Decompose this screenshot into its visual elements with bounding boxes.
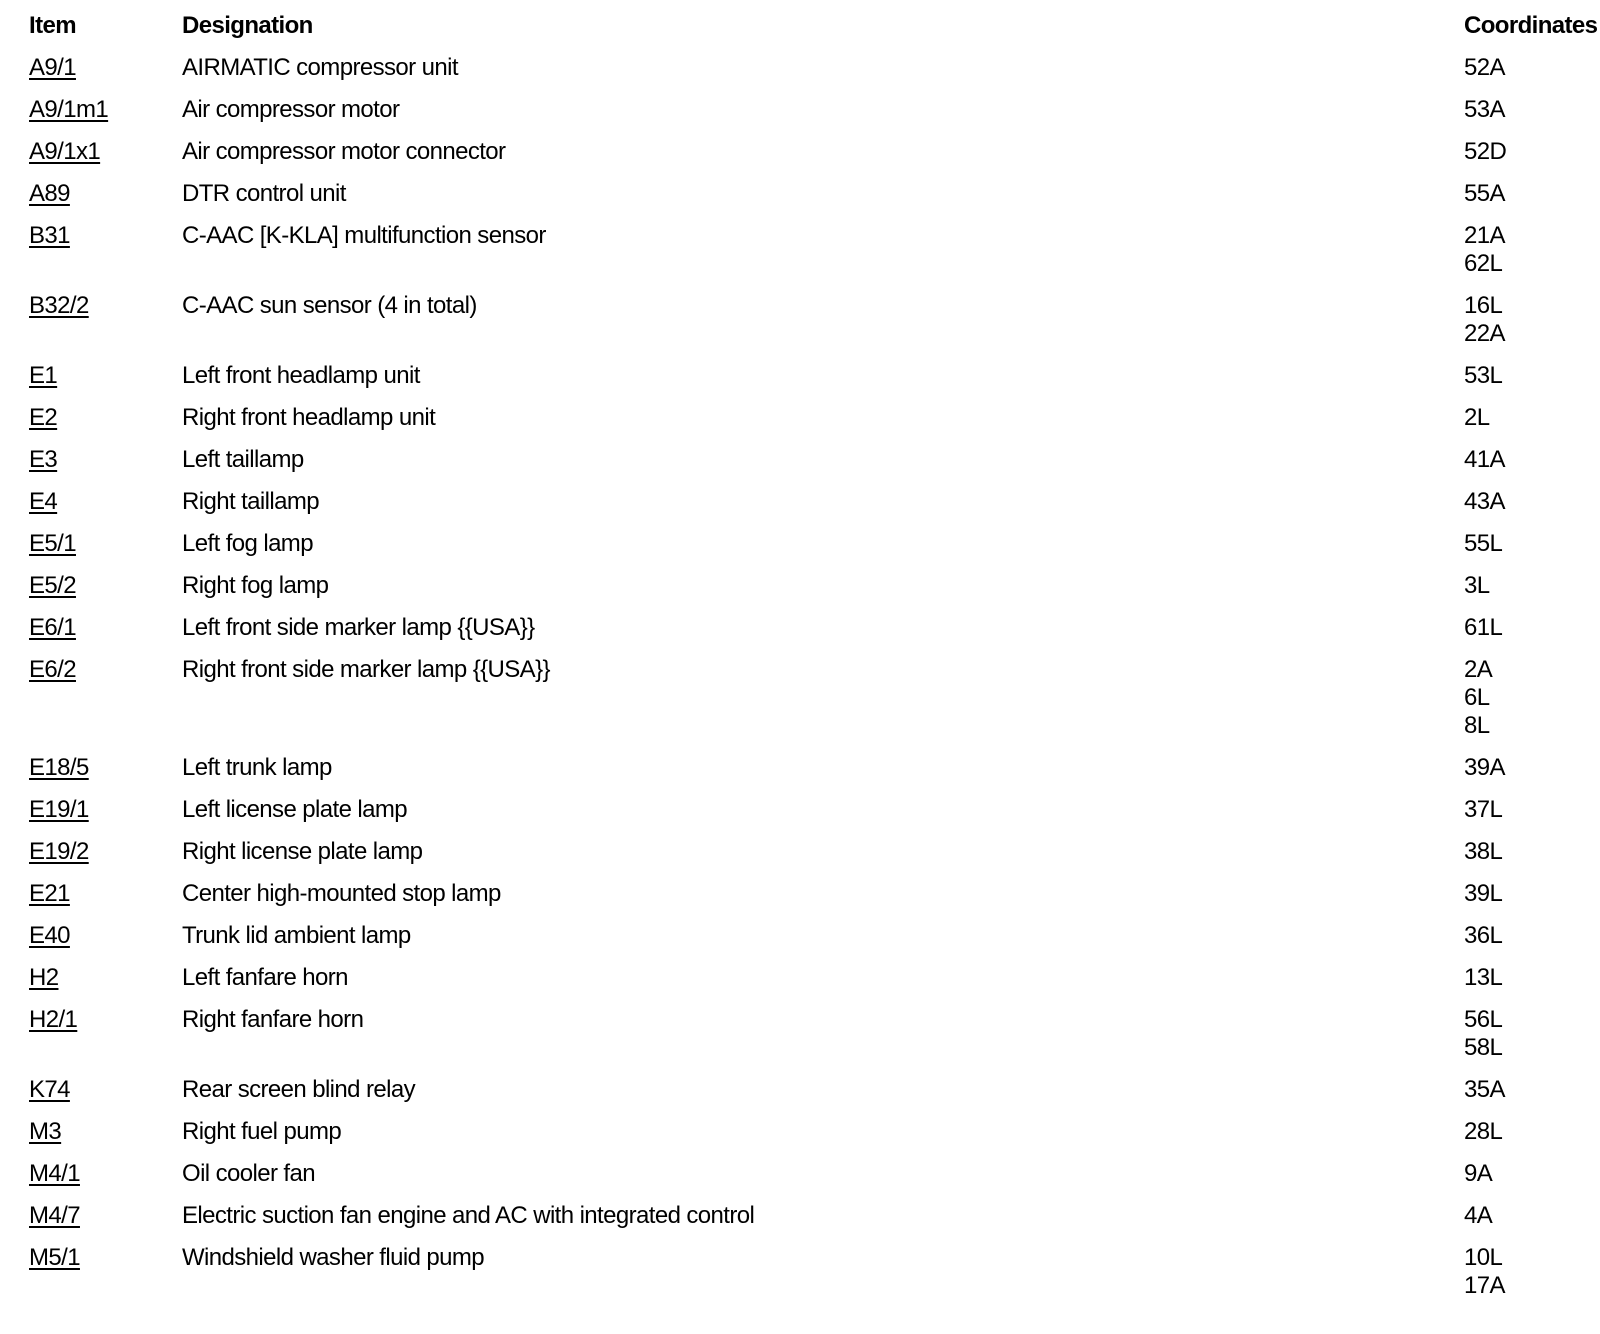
item-cell [0,222,182,292]
designation-cell: C-AAC sun sensor (4 in total) [182,292,477,319]
coordinate-value: 13L [1464,964,1503,991]
item-link[interactable]: M3 [29,1118,62,1145]
table-row [0,614,1600,656]
coordinate-value: 10L [1464,1244,1503,1271]
table-row [0,922,1600,964]
item-cell [0,1160,182,1202]
item-cell [0,614,182,656]
coordinate-value: 35A [1464,1076,1505,1103]
coordinates-cell [1464,54,1600,96]
table-row [0,292,1600,362]
item-cell [0,1118,182,1160]
item-link[interactable]: E6/1 [29,614,76,641]
item-cell [0,1076,182,1118]
coordinate-value: 52D [1464,138,1507,165]
item-link[interactable]: H2 [29,964,59,991]
designation-cell: Right fog lamp [182,572,329,599]
item-cell [0,754,182,796]
coordinates-cell [1464,138,1600,180]
table-row [0,530,1600,572]
coordinates-cell [1464,838,1600,880]
coordinate-value: 9A [1464,1160,1493,1187]
table-row [0,1160,1600,1202]
header-item: Item [29,12,76,39]
coordinate-value: 6L [1464,684,1490,711]
item-cell [0,488,182,530]
coordinate-value: 55A [1464,180,1505,207]
item-link[interactable]: A9/1x1 [29,138,101,165]
table-row [0,96,1600,138]
item-cell [0,138,182,180]
designation-cell: Right taillamp [182,488,319,515]
item-link[interactable]: H2/1 [29,1006,78,1033]
item-cell [0,1006,182,1076]
coordinate-value: 62L [1464,250,1503,277]
item-cell [0,572,182,614]
coordinate-value: 2A [1464,656,1493,683]
designation-cell: Trunk lid ambient lamp [182,922,411,949]
item-link[interactable]: E4 [29,488,58,515]
designation-cell: Left taillamp [182,446,304,473]
item-cell [0,964,182,1006]
item-cell [0,1202,182,1244]
table-row [0,180,1600,222]
table-row [0,1244,1600,1314]
item-cell [0,292,182,362]
item-cell [0,180,182,222]
item-link[interactable]: E5/1 [29,530,76,557]
coordinates-cell [1464,222,1600,292]
designation-cell: Air compressor motor [182,96,400,123]
coordinate-value: 53L [1464,362,1503,389]
designation-cell: Right fanfare horn [182,1006,364,1033]
item-cell [0,880,182,922]
coordinates-cell [1464,1160,1600,1202]
table-row [0,488,1600,530]
table-row [0,838,1600,880]
coordinate-value: 56L [1464,1006,1503,1033]
designation-cell: Oil cooler fan [182,1160,315,1187]
designation-cell: AIRMATIC compressor unit [182,54,458,81]
coordinate-value: 55L [1464,530,1503,557]
item-cell [0,530,182,572]
item-link[interactable]: B32/2 [29,292,89,319]
item-link[interactable]: E2 [29,404,58,431]
table-row [0,362,1600,404]
item-link[interactable]: M5/1 [29,1244,80,1271]
item-cell [0,446,182,488]
coordinates-cell [1464,922,1600,964]
item-link[interactable]: K74 [29,1076,70,1103]
coordinate-value: 17A [1464,1272,1505,1299]
table-row [0,572,1600,614]
item-cell [0,922,182,964]
designation-cell: C-AAC [K-KLA] multifunction sensor [182,222,546,249]
item-link[interactable]: M4/1 [29,1160,80,1187]
designation-cell: Left fog lamp [182,530,313,557]
component-legend-table [0,12,1600,1314]
item-link[interactable]: A9/1m1 [29,96,109,123]
item-cell [0,404,182,446]
designation-cell: Left license plate lamp [182,796,408,823]
coordinates-cell [1464,656,1600,754]
header-coordinates: Coordinates [1464,12,1598,39]
coordinates-cell [1464,1202,1600,1244]
table-body [0,54,1600,1314]
table-row [0,404,1600,446]
table-row [0,1076,1600,1118]
designation-cell: DTR control unit [182,180,346,207]
coordinate-value: 16L [1464,292,1503,319]
table-header-row [0,12,1600,54]
coordinates-cell [1464,1006,1600,1076]
coordinate-value: 39A [1464,754,1505,781]
designation-cell: Right license plate lamp [182,838,423,865]
table-row [0,964,1600,1006]
designation-cell: Left front side marker lamp {{USA}} [182,614,535,641]
coordinates-cell [1464,1244,1600,1314]
table-row [0,54,1600,96]
coordinates-cell [1464,362,1600,404]
designation-cell: Left trunk lamp [182,754,332,781]
item-cell [0,656,182,754]
item-link[interactable]: E1 [29,362,58,389]
coordinate-value: 39L [1464,880,1503,907]
coordinate-value: 61L [1464,614,1503,641]
designation-cell: Left front headlamp unit [182,362,420,389]
coordinates-cell [1464,614,1600,656]
item-link[interactable]: E5/2 [29,572,76,599]
coordinates-cell [1464,796,1600,838]
coordinates-cell [1464,446,1600,488]
coordinates-cell [1464,404,1600,446]
table-row [0,1118,1600,1160]
designation-cell: Electric suction fan engine and AC with integrated control [182,1202,755,1229]
item-link[interactable]: E18/5 [29,754,89,781]
coordinate-value: 4A [1464,1202,1493,1229]
table-row [0,1202,1600,1244]
table-row [0,796,1600,838]
item-link[interactable]: E21 [29,880,70,907]
coordinate-value: 38L [1464,838,1503,865]
designation-cell: Air compressor motor connector [182,138,506,165]
designation-cell: Right front side marker lamp {{USA}} [182,656,550,683]
coordinates-cell [1464,754,1600,796]
item-link[interactable]: E6/2 [29,656,76,683]
table-row [0,446,1600,488]
item-link[interactable]: M4/7 [29,1202,80,1229]
designation-cell: Right front headlamp unit [182,404,436,431]
coordinates-cell [1464,1076,1600,1118]
item-link[interactable]: A9/1 [29,54,76,81]
coordinate-value: 52A [1464,54,1505,81]
coordinate-value: 41A [1464,446,1505,473]
coordinates-cell [1464,180,1600,222]
table-row [0,222,1600,292]
coordinates-cell [1464,292,1600,362]
coordinate-value: 22A [1464,320,1505,347]
designation-cell: Left fanfare horn [182,964,348,991]
coordinates-cell [1464,1118,1600,1160]
coordinates-cell [1464,880,1600,922]
item-cell [0,1244,182,1314]
coordinate-value: 37L [1464,796,1503,823]
coordinate-value: 28L [1464,1118,1503,1145]
item-link[interactable]: B31 [29,222,70,249]
coordinate-value: 8L [1464,712,1490,739]
item-link[interactable]: E40 [29,922,70,949]
table-row [0,754,1600,796]
coordinate-value: 58L [1464,1034,1503,1061]
table-row [0,880,1600,922]
item-link[interactable]: E3 [29,446,58,473]
coordinate-value: 43A [1464,488,1505,515]
table-row [0,1006,1600,1076]
item-cell [0,838,182,880]
coordinates-cell [1464,96,1600,138]
table-row [0,138,1600,180]
coordinates-cell [1464,964,1600,1006]
coordinates-cell [1464,572,1600,614]
designation-cell: Rear screen blind relay [182,1076,415,1103]
table-row [0,656,1600,754]
item-cell [0,54,182,96]
item-cell [0,96,182,138]
item-link[interactable]: E19/1 [29,796,89,823]
item-link[interactable]: A89 [29,180,70,207]
coordinate-value: 36L [1464,922,1503,949]
designation-cell: Windshield washer fluid pump [182,1244,485,1271]
coordinate-value: 2L [1464,404,1490,431]
item-cell [0,796,182,838]
coordinate-value: 53A [1464,96,1505,123]
header-designation: Designation [182,12,313,39]
item-link[interactable]: E19/2 [29,838,89,865]
coordinates-cell [1464,488,1600,530]
coordinates-cell [1464,530,1600,572]
coordinate-value: 3L [1464,572,1490,599]
coordinate-value: 21A [1464,222,1505,249]
designation-cell: Center high-mounted stop lamp [182,880,501,907]
designation-cell: Right fuel pump [182,1118,342,1145]
item-cell [0,362,182,404]
